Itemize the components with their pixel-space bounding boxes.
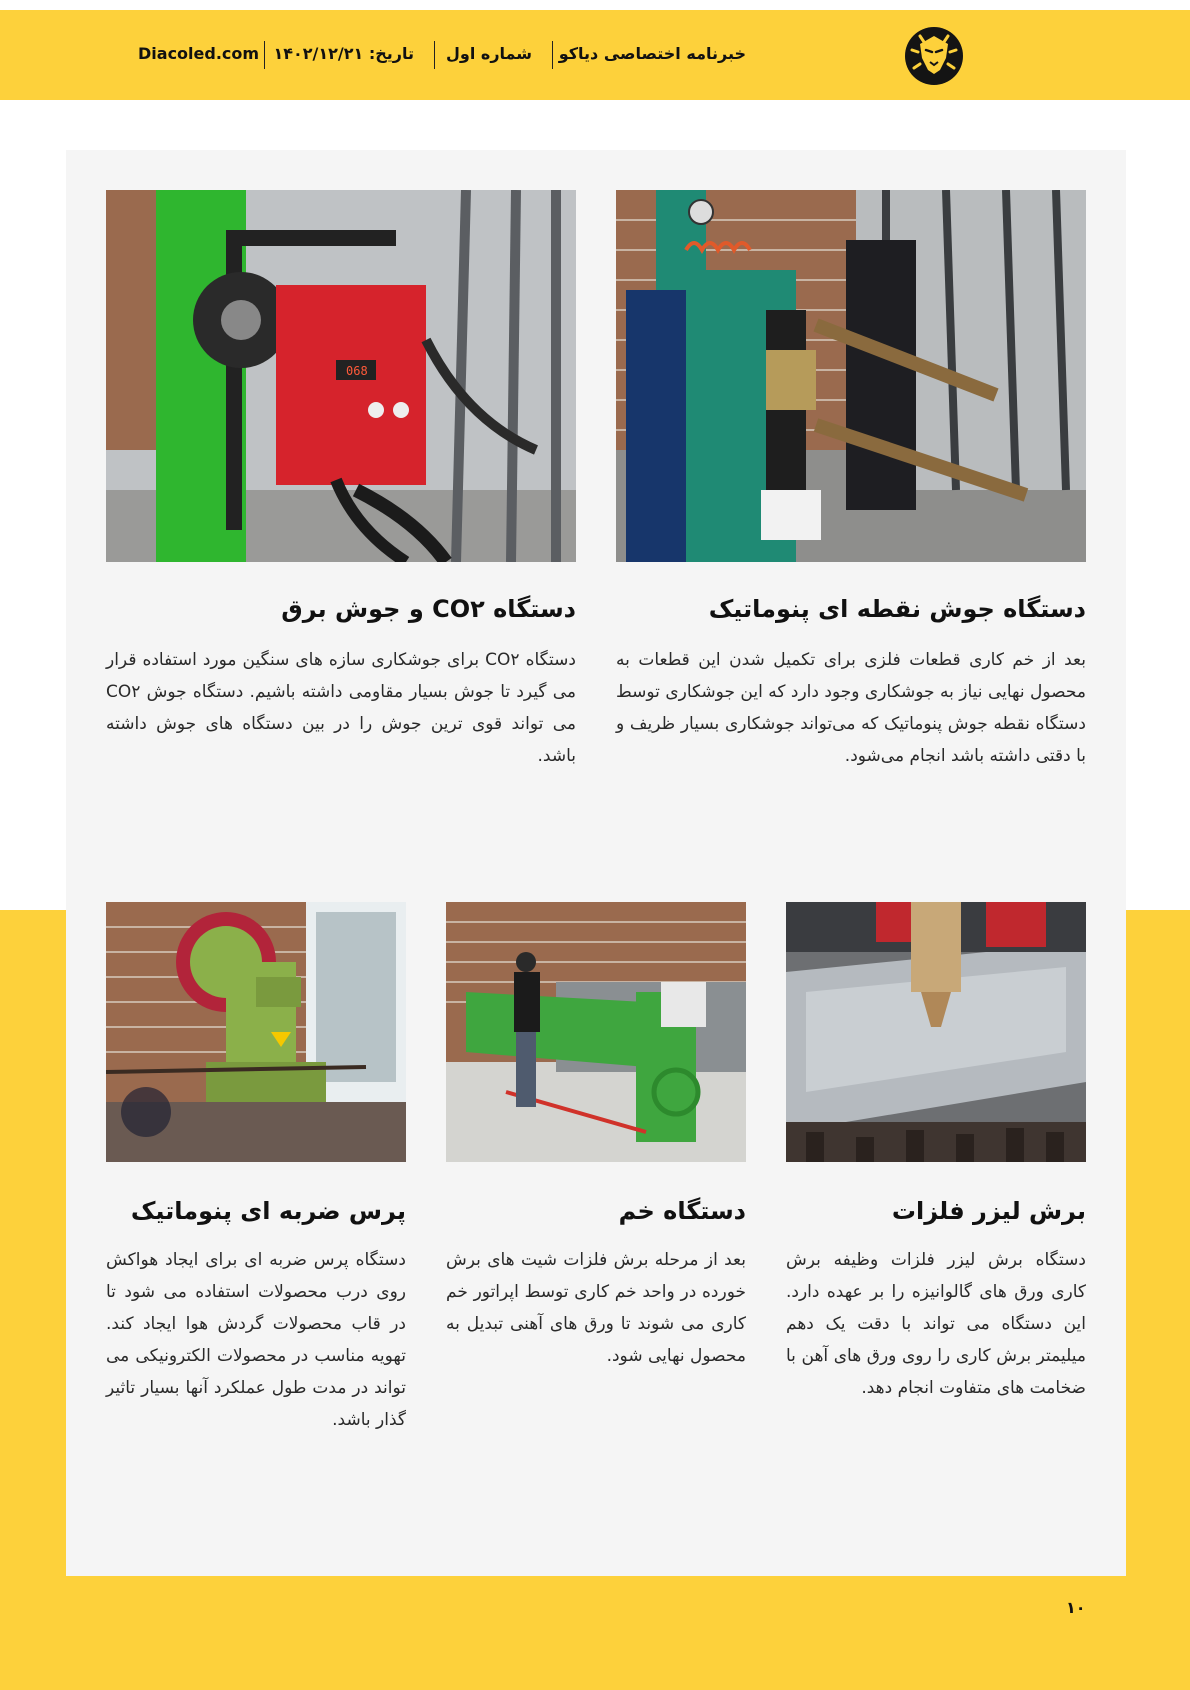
- laser-cutter-title: برش لیزر فلزات: [891, 1197, 1086, 1225]
- laser-cutter-photo: [786, 902, 1086, 1162]
- issue-label: شماره اول: [445, 44, 532, 63]
- website-link[interactable]: Diacoled.com: [138, 44, 260, 63]
- bending-machine-title: دستگاه خم: [618, 1197, 746, 1225]
- header-bar: [0, 10, 1190, 100]
- page-number: ۱۰: [1066, 1598, 1086, 1617]
- co2-welder-title: دستگاه CO۲ و جوش برق: [281, 595, 576, 623]
- spot-welder-photo: [616, 190, 1086, 562]
- punch-press-photo: [106, 902, 406, 1162]
- newsletter-title: خبرنامه اختصاصی دیاکو: [558, 44, 746, 63]
- laser-cutter-description: دستگاه برش لیزر فلزات وظیفه برش کاری ورق های گالوانیزه را بر عهده دارد. این دستگاه می تواند با دقت یک دهم میلیمتر برش کاری را روی ورق های آهن با ضخامت های متفاوت انجام دهد.: [786, 1250, 1086, 1398]
- punch-press-title: پرس ضربه ای پنوماتیک: [130, 1197, 406, 1225]
- header-divider: [264, 41, 265, 69]
- bending-machine-photo: [446, 902, 746, 1162]
- bending-machine-description: بعد از مرحله برش فلزات شیت های برش خورده در واحد خم کاری توسط اپراتور خم کاری می شوند تا ورق های آهنی تبدیل به محصول نهایی شود.: [446, 1250, 746, 1366]
- co2-welder-description: دستگاه CO۲ برای جوشکاری سازه های سنگین مورد استفاده قرار می گیرد تا جوش بسیار مقاومی داشته باشیم. دستگاه جوش CO۲ می تواند قوی ترین جوش را در بین دستگاه های جوش داشته باشد.: [106, 650, 576, 766]
- date-label: تاریخ: ۱۴۰۲/۱۲/۲۱: [273, 44, 414, 63]
- header-divider: [434, 41, 435, 69]
- punch-press-description: دستگاه پرس ضربه ای برای ایجاد هواکش روی درب محصولات استفاده می شود تا در قاب محصولات گردش هوا ایجاد کند. تهویه مناسب در محصولات الکترونیکی می تواند در مدت طول عملکرد آنها بسیار تاثیر گذار باشد.: [106, 1250, 406, 1430]
- lion-head-icon: [902, 24, 966, 88]
- header-divider: [552, 41, 553, 69]
- spot-welder-title: دستگاه جوش نقطه ای پنوماتیک: [708, 595, 1086, 623]
- svg-text:068: 068: [346, 364, 368, 378]
- spot-welder-description: بعد از خم کاری قطعات فلزی برای تکمیل شدن این قطعات به محصول نهایی نیاز به جوشکاری وجود دارد که این جوشکاری توسط دستگاه نقطه جوش پنوماتیک که می‌تواند جوشکاری بسیار ظریف و با دقتی داشته باشد انجام می‌شود.: [616, 650, 1086, 766]
- co2-welder-photo: [106, 190, 576, 562]
